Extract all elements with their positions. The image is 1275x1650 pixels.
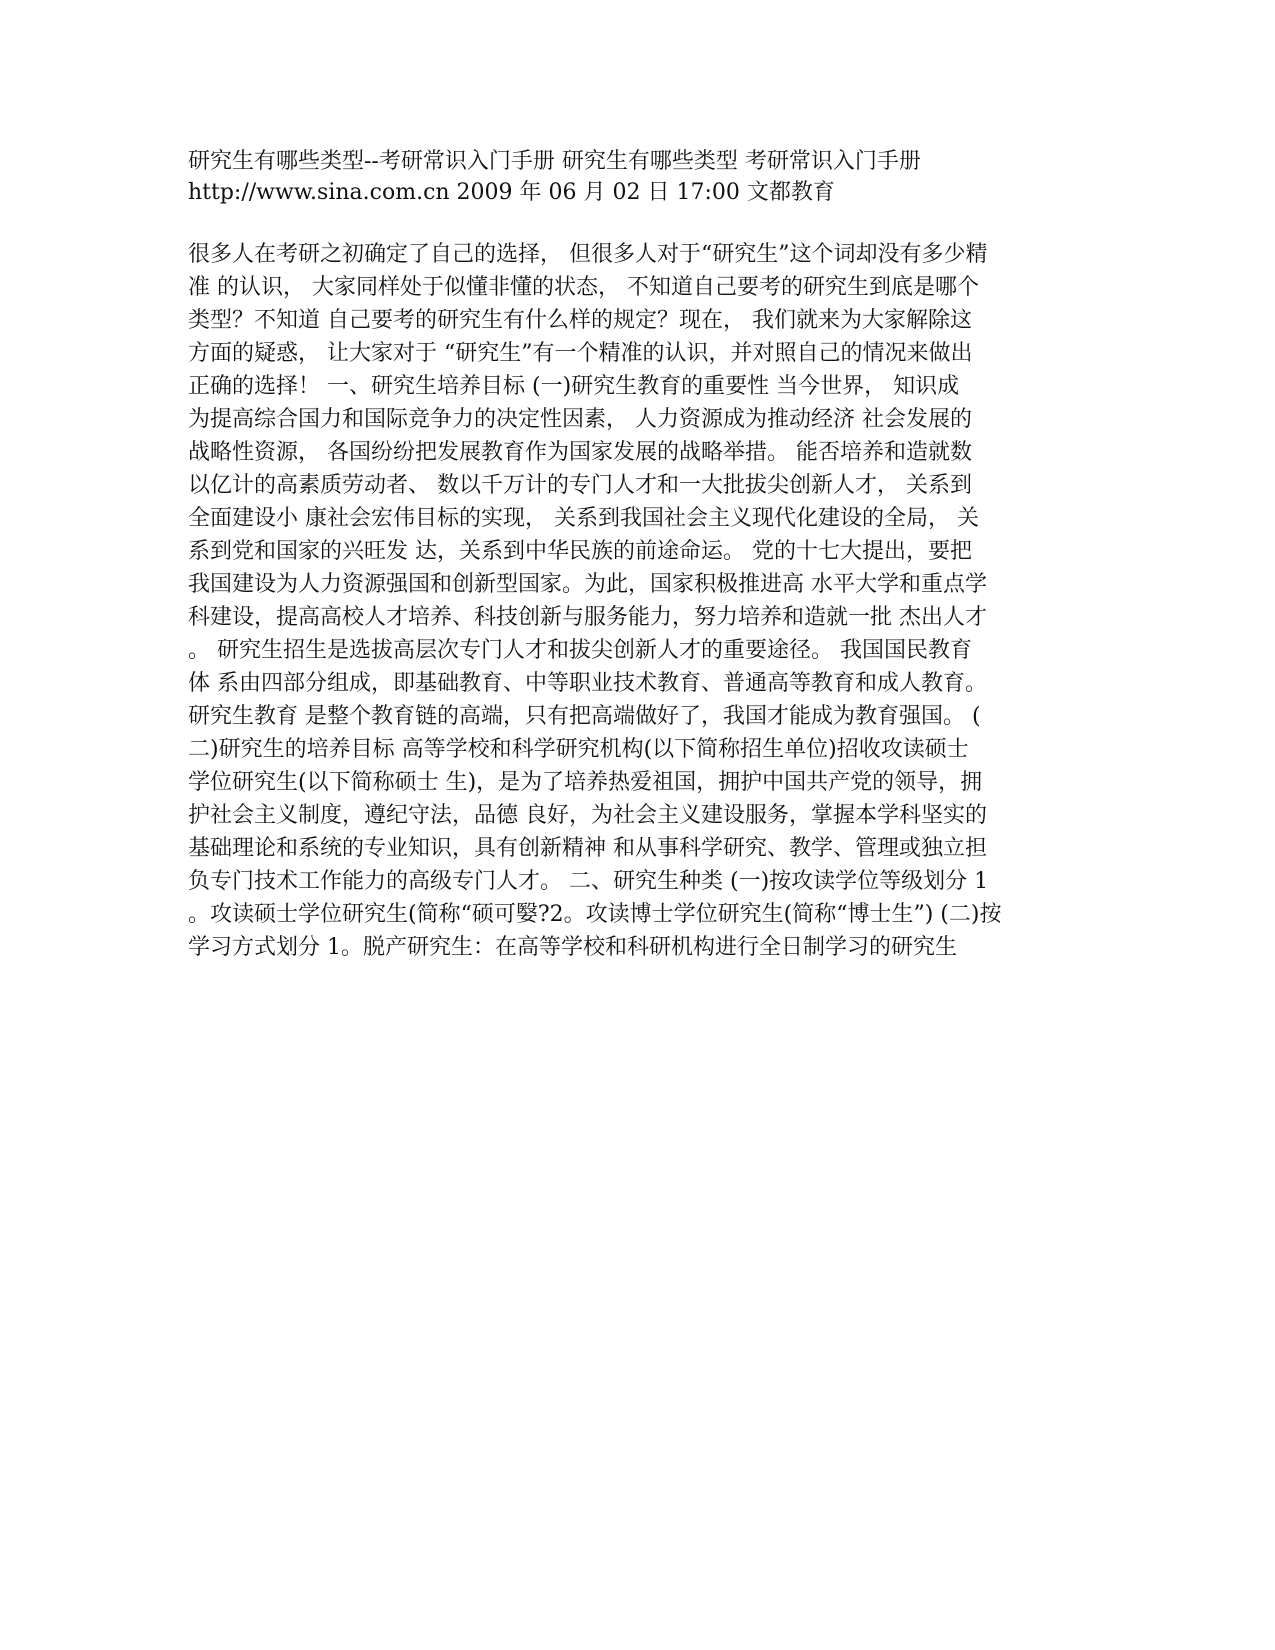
paragraph-spacer (188, 208, 1088, 238)
body-text-line: 。 研究生招生是选拔高层次专门人才和拔尖创新人才的重要途径。 我国国民教育 (188, 638, 972, 663)
body-text-line: 学位研究生(以下简称硕士 生)，是为了培养热爱祖国，拥护中国共产党的领导，拥 (188, 770, 983, 795)
document-content (188, 146, 1088, 964)
body-text-line: 学习方式划分 1。脱产研究生：在高等学校和科研机构进行全日制学习的研究生 (188, 935, 957, 960)
body-text-line: 系到党和国家的兴旺发 达，关系到中华民族的前途命运。 党的十七大提出，要把 (188, 539, 972, 564)
body-text-line: 负专门技术工作能力的高级专门人才。 二、研究生种类 (一)按攻读学位等级划分 1 (188, 869, 989, 894)
body-text-line: 基础理论和系统的专业知识，具有创新精神 和从事科学研究、教学、管理或独立担 (188, 836, 987, 861)
body-text-line: 以亿计的高素质劳动者、 数以千万计的专门人才和一大批拔尖创新人才， 关系到 (188, 473, 972, 498)
body-text-line: 方面的疑惑， 让大家对于 “研究生”有一个精准的认识，并对照自己的情况来做出 (188, 341, 973, 366)
body-text-line: 研究生教育 是整个教育链的高端，只有把高端做好了，我国才能成为教育强国。 ( (188, 704, 981, 729)
article-title-line: 研究生有哪些类型--考研常识入门手册 研究生有哪些类型 考研常识入门手册 (188, 149, 921, 174)
body-text-line: 护社会主义制度，遵纪守法，品德 良好，为社会主义建设服务，掌握本学科坚实的 (188, 803, 987, 828)
body-text-line: 准 的认识， 大家同样处于似懂非懂的状态， 不知道自己要考的研究生到底是哪个 (188, 275, 979, 300)
body-text-line: 正确的选择！ 一、研究生培养目标 (一)研究生教育的重要性 当今世界， 知识成 (188, 374, 960, 399)
body-text-line: 战略性资源， 各国纷纷把发展教育作为国家发展的战略举措。 能否培养和造就数 (188, 440, 972, 465)
body-text-line: 科建设，提高高校人才培养、科技创新与服务能力，努力培养和造就一批 杰出人才 (188, 605, 987, 630)
body-text-line: 二)研究生的培养目标 高等学校和科学研究机构(以下简称招生单位)招收攻读硕士 (188, 737, 969, 762)
article-source-line: http://www.sina.com.cn 2009 年 06 月 02 日 17:00 文都教育 (188, 180, 835, 205)
body-text-line: 。攻读硕士学位研究生(简称“硕可嫛?2。攻读博士学位研究生(简称“博士生”) (二)按 (188, 902, 1002, 927)
body-text-line: 我国建设为人力资源强国和创新型国家。为此，国家积极推进高 水平大学和重点学 (188, 572, 987, 597)
body-text-line: 为提高综合国力和国际竞争力的决定性因素， 人力资源成为推动经济 社会发展的 (188, 407, 972, 432)
body-text-line: 很多人在考研之初确定了自己的选择， 但很多人对于“研究生”这个词却没有多少精 (188, 242, 988, 267)
body-text-line: 类型？不知道 自己要考的研究生有什么样的规定？现在， 我们就来为大家解除这 (188, 308, 972, 333)
body-text-line: 全面建设小 康社会宏伟目标的实现， 关系到我国社会主义现代化建设的全局， 关 (188, 506, 979, 531)
body-text-line: 体 系由四部分组成，即基础教育、中等职业技术教育、普通高等教育和成人教育。 (188, 671, 987, 696)
